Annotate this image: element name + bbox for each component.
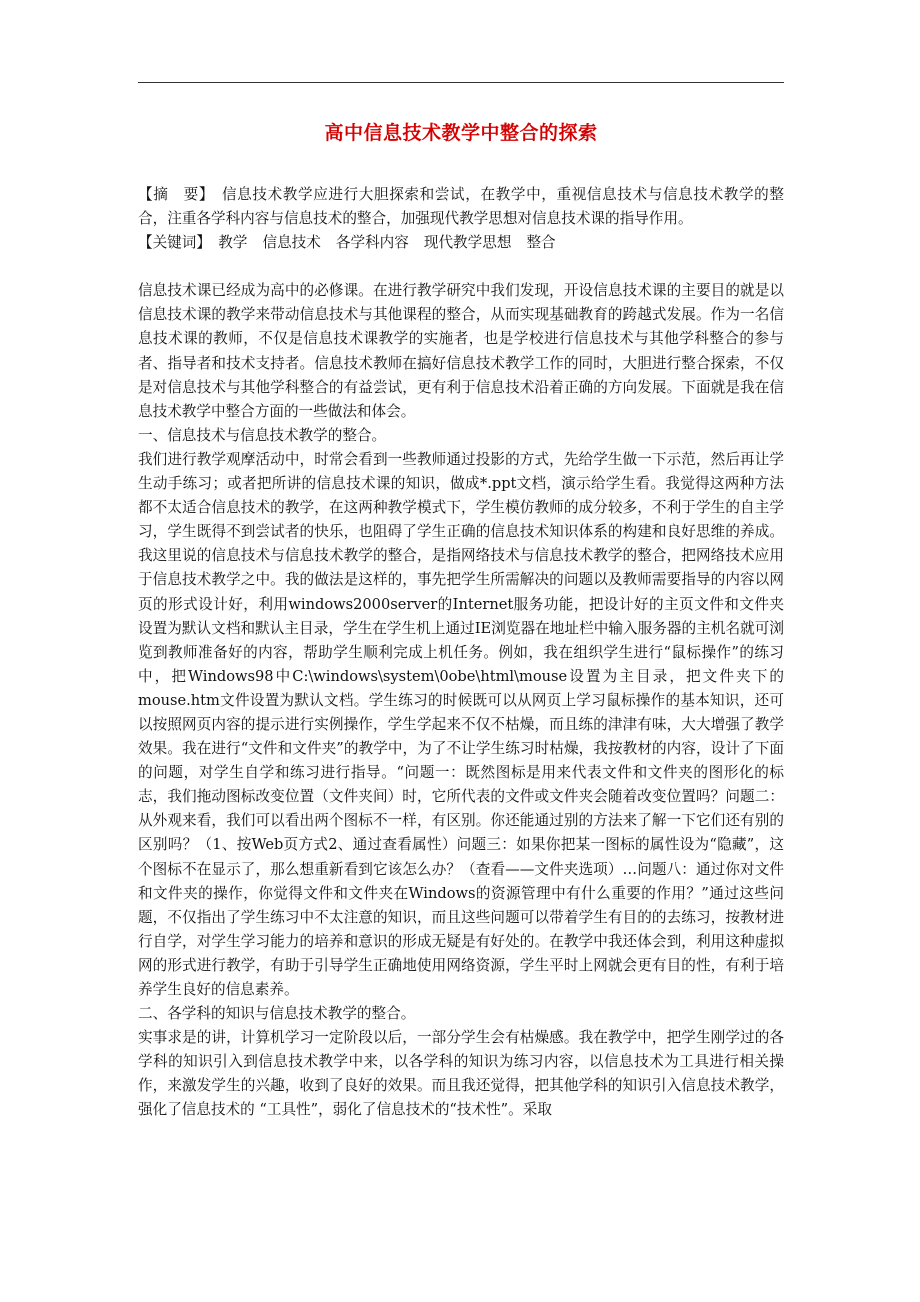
abstract-label: 【摘 要】 xyxy=(138,186,207,203)
keyword-item: 整合 xyxy=(526,234,556,252)
document-title: 高中信息技术教学中整合的探索 xyxy=(324,122,598,144)
keyword-item: 现代教学思想 xyxy=(423,234,512,252)
keywords xyxy=(138,231,784,255)
keyword-item: 信息技术 xyxy=(262,234,321,252)
abstract xyxy=(138,183,784,231)
keywords-label: 【关键词】 xyxy=(138,234,204,252)
body-paragraph: 实事求是的讲，计算机学习一定阶段以后，一部分学生会有枯燥感。我在教学中，把学生刚学过的各学科的知识引入到信息技术教学中来，以各学科的知识为练习内容，以信息技术为工具进行相关操作，来激发学生的兴趣，收到了良好的效果。而且我还觉得，把其他学科的知识引入信息技术教学，强化了信息技术的 “工具性”，弱化了信息技术的“技术性”。采取 xyxy=(138,1029,784,1119)
header-rule xyxy=(138,82,784,83)
paragraph-gap xyxy=(138,255,784,279)
abstract-text: 信息技术教学应进行大胆探索和尝试，在教学中，重视信息技术与信息技术教学的整合，注重各学科内容与信息技术的整合，加强现代教学思想对信息技术课的指导作用。 xyxy=(138,186,784,228)
document-body xyxy=(138,183,784,1123)
keyword-item: 教学 xyxy=(218,234,248,252)
section-heading: 一、信息技术与信息技术教学的整合。 xyxy=(138,426,387,444)
section-heading: 二、各学科的知识与信息技术教学的整合。 xyxy=(138,1005,416,1023)
body-paragraph: 信息技术课已经成为高中的必修课。在进行教学研究中我们发现，开设信息技术课的主要目的就是以信息技术课的教学来带动信息技术与其他课程的整合，从而实现基础教育的跨越式发展。作为一名信息技术课的教师，不仅是信息技术课教学的实施者，也是学校进行信息技术与其他学科整合的参与者、指导者和技术支持者。信息技术教师在搞好信息技术教学工作的同时，大胆进行整合探索，不仅是对信息技术与其他学科整合的有益尝试，更有利于信息技术沿着正确的方向发展。下面就是我在信息技术教学中整合方面的一些做法和体会。 xyxy=(138,282,784,420)
body-paragraph: 我们进行教学观摩活动中，时常会看到一些教师通过投影的方式，先给学生做一下示范，然后再让学生动手练习；或者把所讲的信息技术课的知识，做成*.ppt文档，演示给学生看。我觉得这两种方法都不太适合信息技术的教学，在这两种教学模式下，学生模仿教师的成分较多，不利于学生的自主学习，学生既得不到尝试者的快乐，也阻碍了学生正确的信息技术知识体系的构建和良好思维的养成。我这里说的信息技术与信息技术教学的整合，是指网络技术与信息技术教学的整合，把网络技术应用于信息技术教学之中。我的做法是这样的，事先把学生所需解决的问题以及教师需要指导的内容以网页的形式设计好，利用windows2000server的Internet服务功能，把设计好的主页文件和文件夹设置为默认文档和默认主目录，学生在学生机上通过IE浏览器在地址栏中输入服务器的主机名就可浏览到教师准备好的内容，帮助学生顺利完成上机任务。例如，我在组织学生进行“鼠标操作”的练习中，把Windows98中C:\windows\system\0obe\html\mouse设置为主目录，把文件夹下的mouse.htm文件设置为默认文档。学生练习的时候既可以从网页上学习鼠标操作的基本知识，还可以按照网页内容的提示进行实例操作，学生学起来不仅不枯燥，而且练的津津有味，大大增强了教学效果。我在进行“文件和文件夹”的教学中，为了不让学生练习时枯燥，我按教材的内容，设计了下面的问题，对学生自学和练习进行指导。“问题一：既然图标是用来代表文件和文件夹的图形化的标志，我们拖动图标改变位置（文件夹间）时，它所代表的文件或文件夹会随着改变位置吗？问题二：从外观来看，我们可以看出两个图标不一样，有区别。你还能通过别的方法来了解一下它们还有别的区别吗？（1、按Web页方式2、通过查看属性）问题三：如果你把某一图标的属性设为“隐藏”，这个图标不在显示了，那么想重新看到它该怎么办？（查看——文件夹选项）…问题八：通过你对文件和文件夹的操作，你觉得文件和文件夹在Windows的资源管理中有什么重要的作用？”通过这些问题，不仅指出了学生练习中不太注意的知识，而且这些问题可以带着学生有目的的去练习，按教材进行自学，对学生学习能力的培养和意识的形成无疑是有好处的。在教学中我还体会到，利用这种虚拟网的形式进行教学，有助于引导学生正确地使用网络资源，学生平时上网就会更有目的性，有利于培养学生良好的信息素养。 xyxy=(138,450,785,998)
keyword-item: 各学科内容 xyxy=(335,234,409,252)
